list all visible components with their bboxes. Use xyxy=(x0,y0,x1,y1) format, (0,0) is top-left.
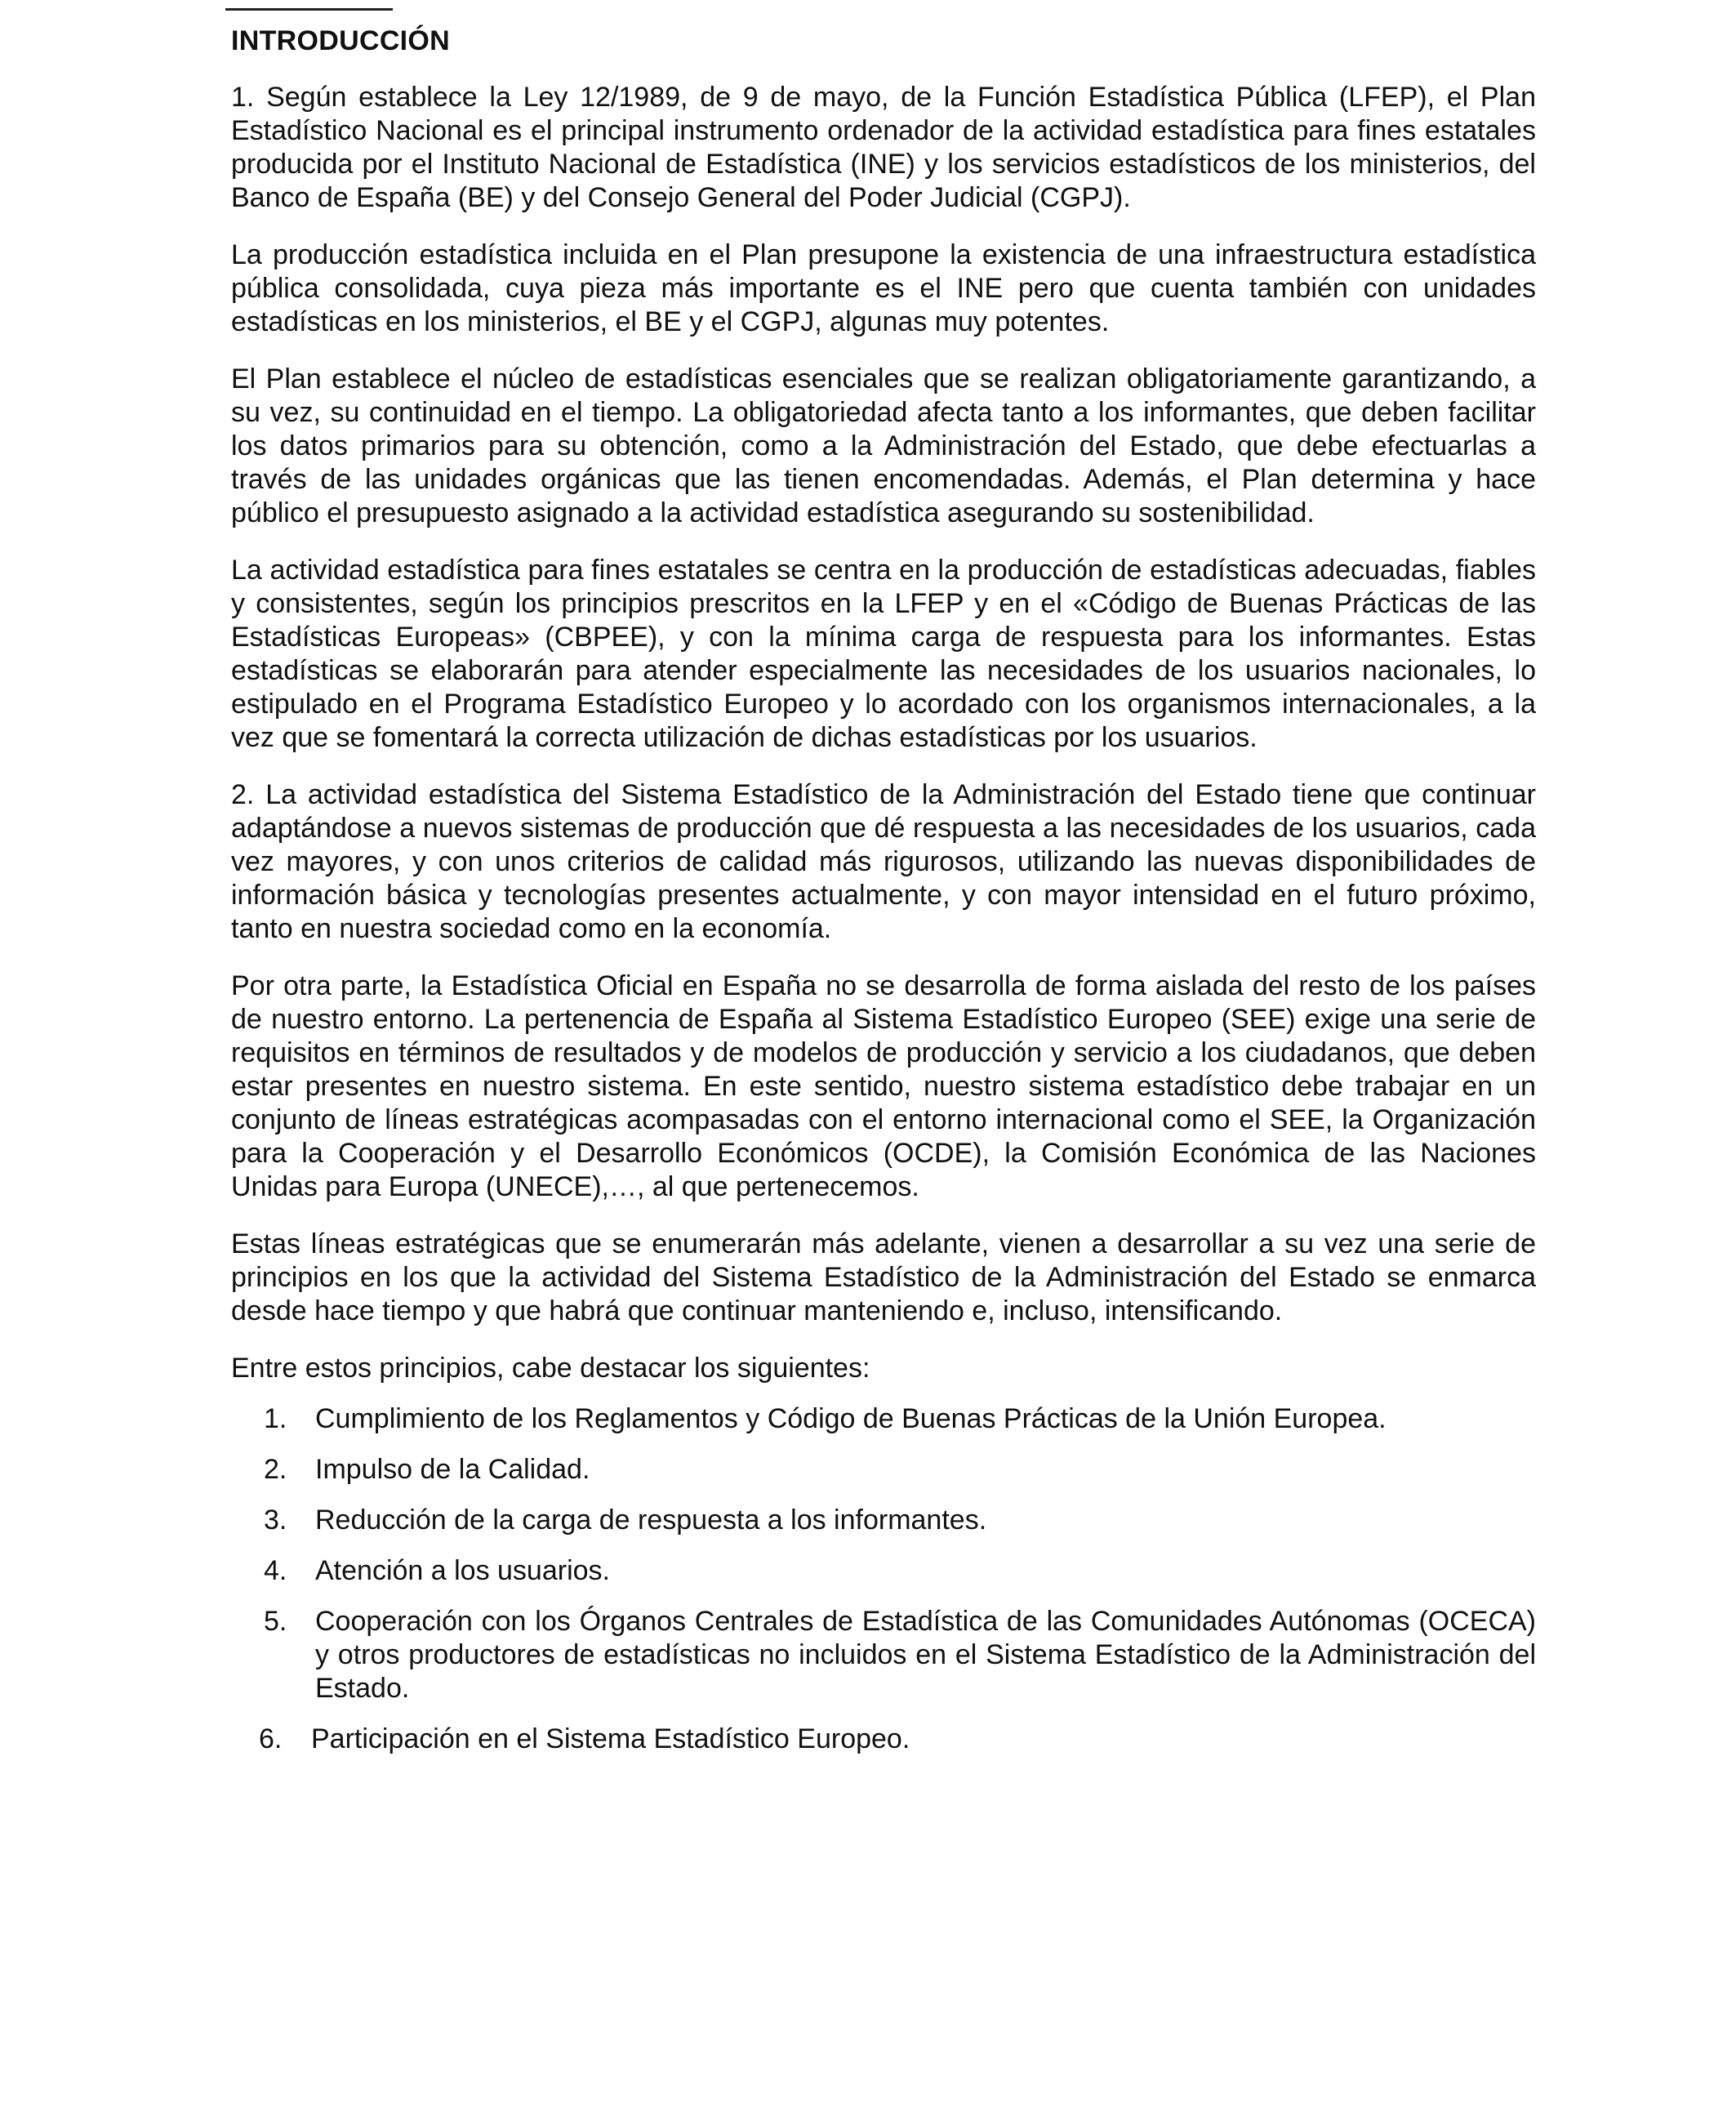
list-item-number: 1. xyxy=(264,1403,287,1434)
list-item-number: 4. xyxy=(264,1555,287,1586)
list-item-text: Cumplimiento de los Reglamentos y Código de Buenas Prácticas de la Unión Europea. xyxy=(315,1403,1387,1434)
list-item-text: Reducción de la carga de respuesta a los informantes. xyxy=(315,1505,987,1536)
list-item xyxy=(231,1453,1536,1487)
list-item-number: 5. xyxy=(264,1606,287,1637)
paragraph-6: Por otra parte, la Estadística Oficial en España no se desarrolla de forma aislada del resto de los países de nuestro entorno. La pertenencia de España al Sistema Estadístico Europeo (SEE) exige una serie de requisitos en términos de resultados y de modelos de producción y servicio a los ciudadanos, que deben estar presentes en nuestro sistema. En este sentido, nuestro sistema estadístico debe trabajar en un conjunto de líneas estratégicas acompasadas con el entorno internacional como el SEE, la Organización para la Cooperación y el Desarrollo Económicos (OCDE), la Comisión Económica de las Naciones Unidas para Europa (UNECE),…, al que pertenecemos. xyxy=(231,970,1536,1202)
document-body xyxy=(231,25,1536,1773)
paragraph-4: La actividad estadística para fines estatales se centra en la producción de estadísticas adecuadas, fiables y consistentes, según los principios prescritos en la LFEP y en el «Código de Buenas Prácticas de las Estadísticas Europeas» (CBPEE), y con la mínima carga de respuesta para los informantes. Estas estadísticas se elaborarán para atender especialmente las necesidades de los usuarios nacionales, lo estipulado en el Programa Estadístico Europeo y lo acordado con los organismos internacionales, a la vez que se fomentará la correcta utilización de dichas estadísticas por los usuarios. xyxy=(231,555,1536,753)
principles-list xyxy=(231,1402,1536,1756)
paragraph-3: El Plan establece el núcleo de estadísticas esenciales que se realizan obligatoriamente garantizando, a su vez, su continuidad en el tiempo. La obligatoriedad afecta tanto a los informantes, que deben facilitar los datos primarios para su obtención, como a la Administración del Estado, que debe efectuarlas a través de las unidades orgánicas que las tienen encomendadas. Además, el Plan determina y hace público el presupuesto asignado a la actividad estadística asegurando su sostenibilidad. xyxy=(231,363,1536,528)
paragraph-1: 1. Según establece la Ley 12/1989, de 9 de mayo, de la Función Estadística Pública (LFEP), el Plan Estadístico Nacional es el principal instrumento ordenador de la actividad estadística para fines estatales producida por el Instituto Nacional de Estadística (INE) y los servicios estadísticos de los ministerios, del Banco de España (BE) y del Consejo General del Poder Judicial (CGPJ). xyxy=(231,82,1536,213)
paragraph-7: Estas líneas estratégicas que se enumerarán más adelante, vienen a desarrollar a su vez una serie de principios en los que la actividad del Sistema Estadístico de la Administración del Estado se enmarca desde hace tiempo y que habrá que continuar manteniendo e, incluso, intensificando. xyxy=(231,1228,1536,1326)
paragraph-2: La producción estadística incluida en el Plan presupone la existencia de una infraestructura estadística pública consolidada, cuya pieza más importante es el INE pero que cuenta también con unidades estadísticas en los ministerios, el BE y el CGPJ, algunas muy potentes. xyxy=(231,239,1536,337)
section-heading: INTRODUCCIÓN xyxy=(231,25,451,56)
list-item xyxy=(231,1504,1536,1537)
list-item xyxy=(231,1402,1536,1436)
list-item xyxy=(231,1723,1536,1756)
list-item-text: Participación en el Sistema Estadístico Europeo. xyxy=(311,1723,910,1754)
list-item-number: 3. xyxy=(264,1505,287,1536)
paragraph-5: 2. La actividad estadística del Sistema Estadístico de la Administración del Estado tiene que continuar adaptándose a nuevos sistemas de producción que dé respuesta a las necesidades de los usuarios, cada vez mayores, y con unos criterios de calidad más rigurosos, utilizando las nuevas disponibilidades de información básica y tecnologías presentes actualmente, y con mayor intensidad en el futuro próximo, tanto en nuestra sociedad como en la economía. xyxy=(231,779,1536,944)
list-item-number: 6. xyxy=(259,1723,283,1754)
list-item-text: Cooperación con los Órganos Centrales de Estadística de las Comunidades Autónomas (OCECA) y otros productores de estadísticas no incluidos en el Sistema Estadístico de la Administración del Estado. xyxy=(315,1606,1536,1704)
list-item xyxy=(231,1605,1536,1705)
list-item-text: Impulso de la Calidad. xyxy=(315,1454,590,1485)
list-item xyxy=(231,1554,1536,1588)
paragraph-8: Entre estos principios, cabe destacar los siguientes: xyxy=(231,1353,870,1384)
list-item-number: 2. xyxy=(264,1454,287,1485)
list-item-text: Atención a los usuarios. xyxy=(315,1555,610,1586)
footnote-separator-line xyxy=(225,8,393,11)
